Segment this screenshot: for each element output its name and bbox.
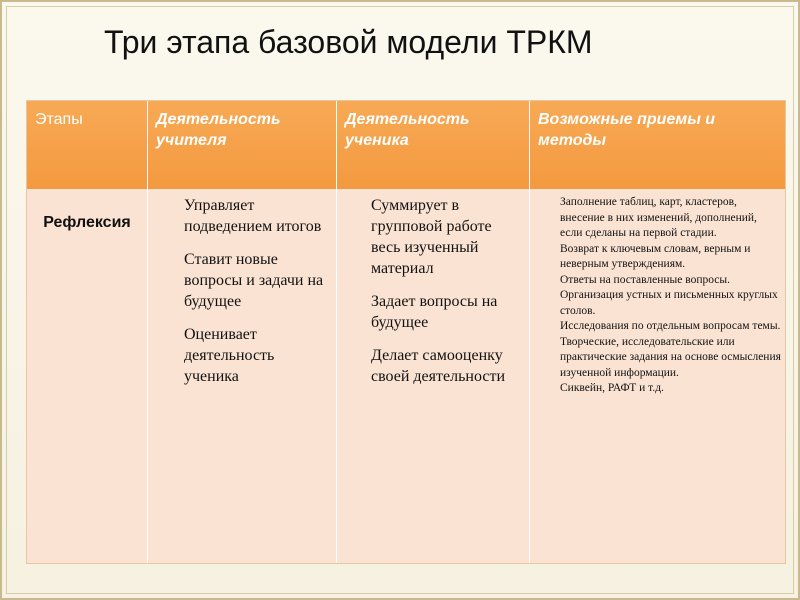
teacher-item: Ставит новые вопросы и задачи на будущее xyxy=(184,251,324,310)
header-methods: Возможные приемы и методы xyxy=(538,111,716,149)
teacher-item: Управляет подведением итогов xyxy=(184,197,322,235)
table-row xyxy=(27,191,785,563)
stages-table xyxy=(26,100,786,564)
method-item: Заполнение таблиц, карт, кластеров, внесение в них изменений, дополнений, если сделаны на первой стадии. xyxy=(560,196,757,239)
header-teacher-activity: Деятельность учителя xyxy=(156,111,281,149)
stage-cell: Рефлексия xyxy=(43,214,131,231)
method-item: Творческие, исследовательские или практические задания на основе осмысления изученной информации. xyxy=(560,335,781,379)
header-student-activity: Деятельность ученика xyxy=(345,111,470,149)
method-item: Сиквейн, РАФТ и т.д. xyxy=(560,382,664,394)
table-header-row xyxy=(27,101,785,189)
teacher-activity-cell xyxy=(148,191,336,563)
method-item: Ответы на поставленные вопросы. xyxy=(560,273,731,286)
header-stages: Этапы xyxy=(35,111,83,128)
teacher-item: Оценивает деятельность ученика xyxy=(184,326,275,385)
slide-title: Три этапа базовой модели ТРКМ xyxy=(104,24,593,60)
student-item: Суммирует в групповой работе весь изученный материал xyxy=(371,197,492,277)
method-item: Организация устных и письменных круглых столов. xyxy=(560,289,778,317)
method-item: Возврат к ключевым словам, верным и неверным утверждениям. xyxy=(560,242,751,270)
student-item: Делает самооценку своей деятельности xyxy=(371,347,505,385)
student-activity-cell xyxy=(337,191,529,563)
methods-cell xyxy=(530,191,785,563)
method-item: Исследования по отдельным вопросам темы. xyxy=(560,320,781,332)
student-item: Задает вопросы на будущее xyxy=(371,293,498,331)
